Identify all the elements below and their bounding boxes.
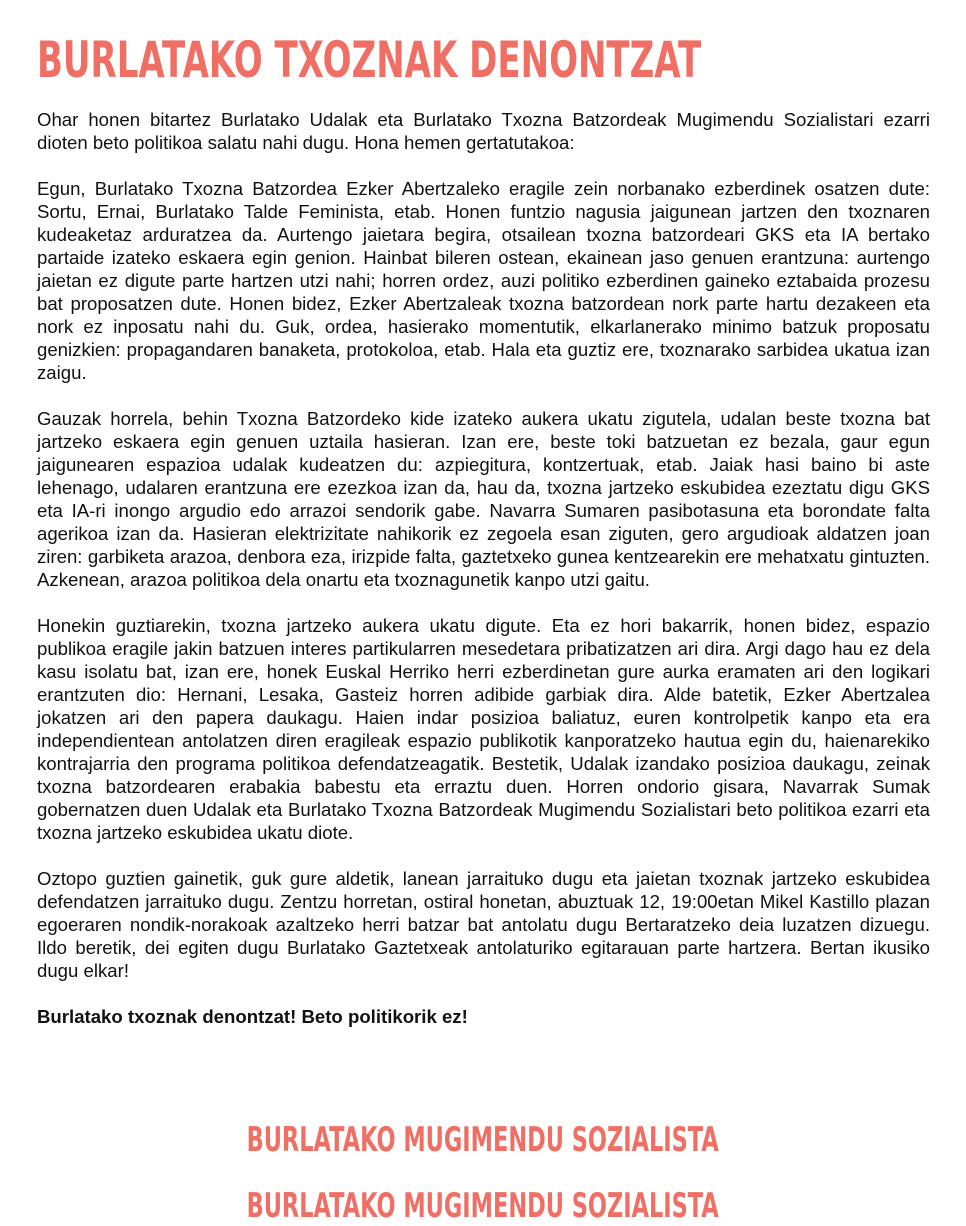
closing-slogan: Burlatako txoznak denontzat! Beto politikorik ez! [37,1006,468,1027]
paragraph-ondorioak: Honekin guztiarekin, txozna jartzeko aukera ukatu digute. Eta ez hori bakarrik, honen bidez, espazio publikoa eragile jakin batzuen interes partikularren mesedetara pribatizatzen ari dira. Argi dago hau ez dela kasu isolatu bat, izan ere, honek Euskal Herriko herri ezberdinetan gure aurka eramaten ari den logikari erantzuten dio: Hernani, Lesaka, Gasteiz horren adibide garbiak dira. Alde batetik, Ezker Abertzalea jokatzen ari den papera daukagu. Haien indar posizioa baliatuz, euren kontrolpetik kanpo eta era independientean antolatzen diren eragileak espazio publikotik kanporatzeko hautua egin du, haienarekiko kontrajarria den programa politikoa defendatzeagatik. Bestetik, Udalak izandako posizioa daukagu, zeinak txozna batzordearen erabakia babestu eta erraztu duen. Horren ondorio gisara, Navarrak Sumak gobernatzen duen Udalak eta Burlatako Txozna Batzordeak Mugimendu Sozialistari beto politikoa ezarri eta txozna jartzeko eskubidea ukatu diote. [37,615,930,843]
paragraph-udala: Gauzak horrela, behin Txozna Batzordeko kide izateko aukera ukatu zigutela, udalan beste txozna bat jartzeko eskaera egin genuen uztaila hasieran. Izan ere, beste toki batzuetan ez bezala, gaur egun jaigunearen espazioa udalak kudeatzen du: azpiegitura, kontzertuak, etab. Jaiak hasi baino bi aste lehenago, udalaren erantzuna ere ezezkoa izan da, hau da, txozna jartzeko eskubidea ezeztatu digu GKS eta IA-ri inongo argudio edo arrazoi sendorik gabe. Navarra Sumaren pasibotasuna eta borondate falta agerikoa izan da. Hasieran elektrizitate nahikorik ez zegoela esan ziguten, gero argudioak aldatzen joan ziren: garbiketa arazoa, denbora eza, irizpide falta, gaztetxeko gunea kentzearekin ere mehatxatu gintuzten. Azkenean, arazoa politikoa dela onartu eta txoznagunetik kanpo utzi gaitu. [37,408,930,590]
signature-logo-repeat [0,1186,966,1226]
paragraph-intro: Ohar honen bitartez Burlatako Udalak eta Burlatako Txozna Batzordeak Mugimendu Sozialistari ezarri dioten beto politikoa salatu nahi dugu. Hona hemen gertatutakoa: [37,109,930,153]
document-title: BURLATAKO TXOZNAK DENONTZAT [37,31,702,89]
signature-logo [0,1120,966,1160]
signature-text: BURLATAKO MUGIMENDU SOZIALISTA [246,1120,720,1160]
document-body [37,108,930,1028]
signature-text-repeat: BURLATAKO MUGIMENDU SOZIALISTA [246,1186,720,1226]
paragraph-batzordea: Egun, Burlatako Txozna Batzordea Ezker Abertzaleko eragile zein norbanako ezberdinek osatzen dute: Sortu, Ernai, Burlatako Talde Feminista, etab. Honen funtzio nagusia jaigunean jartzen den txoznaren kudeaketaz arduratzea da. Aurtengo jaietara begira, otsailean txozna batzordeari GKS eta IA bertako partaide izateko eskaera egin genion. Hainbat bileren ostean, ekainean jaso genuen erantzuna: aurtengo jaietan ez digute parte hartzen utzi nahi; horren ordez, auzi politiko ezberdinen gaineko eztabaida prozesu bat proposatzen dute. Honen bidez, Ezker Abertzaleak txozna batzordean nork parte hartu dezakeen eta nork ez inposatu nahi du. Guk, ordea, hasierako momentutik, elkarlanerako minimo batzuk proposatu genizkien: propagandaren banaketa, protokoloa, etab. Hala eta guztiz ere, txoznarako sarbidea ukatua izan zaigu. [37,178,930,383]
paragraph-deialdia: Oztopo guztien gainetik, guk gure aldetik, lanean jarraituko dugu eta jaietan txoznak jartzeko eskubidea defendatzen jarraituko dugu. Zentzu horretan, ostiral honetan, abuztuak 12, 19:00etan Mikel Kastillo plazan egoeraren nondik-norakoak azaltzeko herri batzar bat antolatu dugu Bertaratzeko deia luzatzen dizuegu. Ildo beretik, dei egiten dugu Burlatako Gaztetxeak antolaturiko egitarauan parte hartzera. Bertan ikusiko dugu elkar! [37,868,930,981]
